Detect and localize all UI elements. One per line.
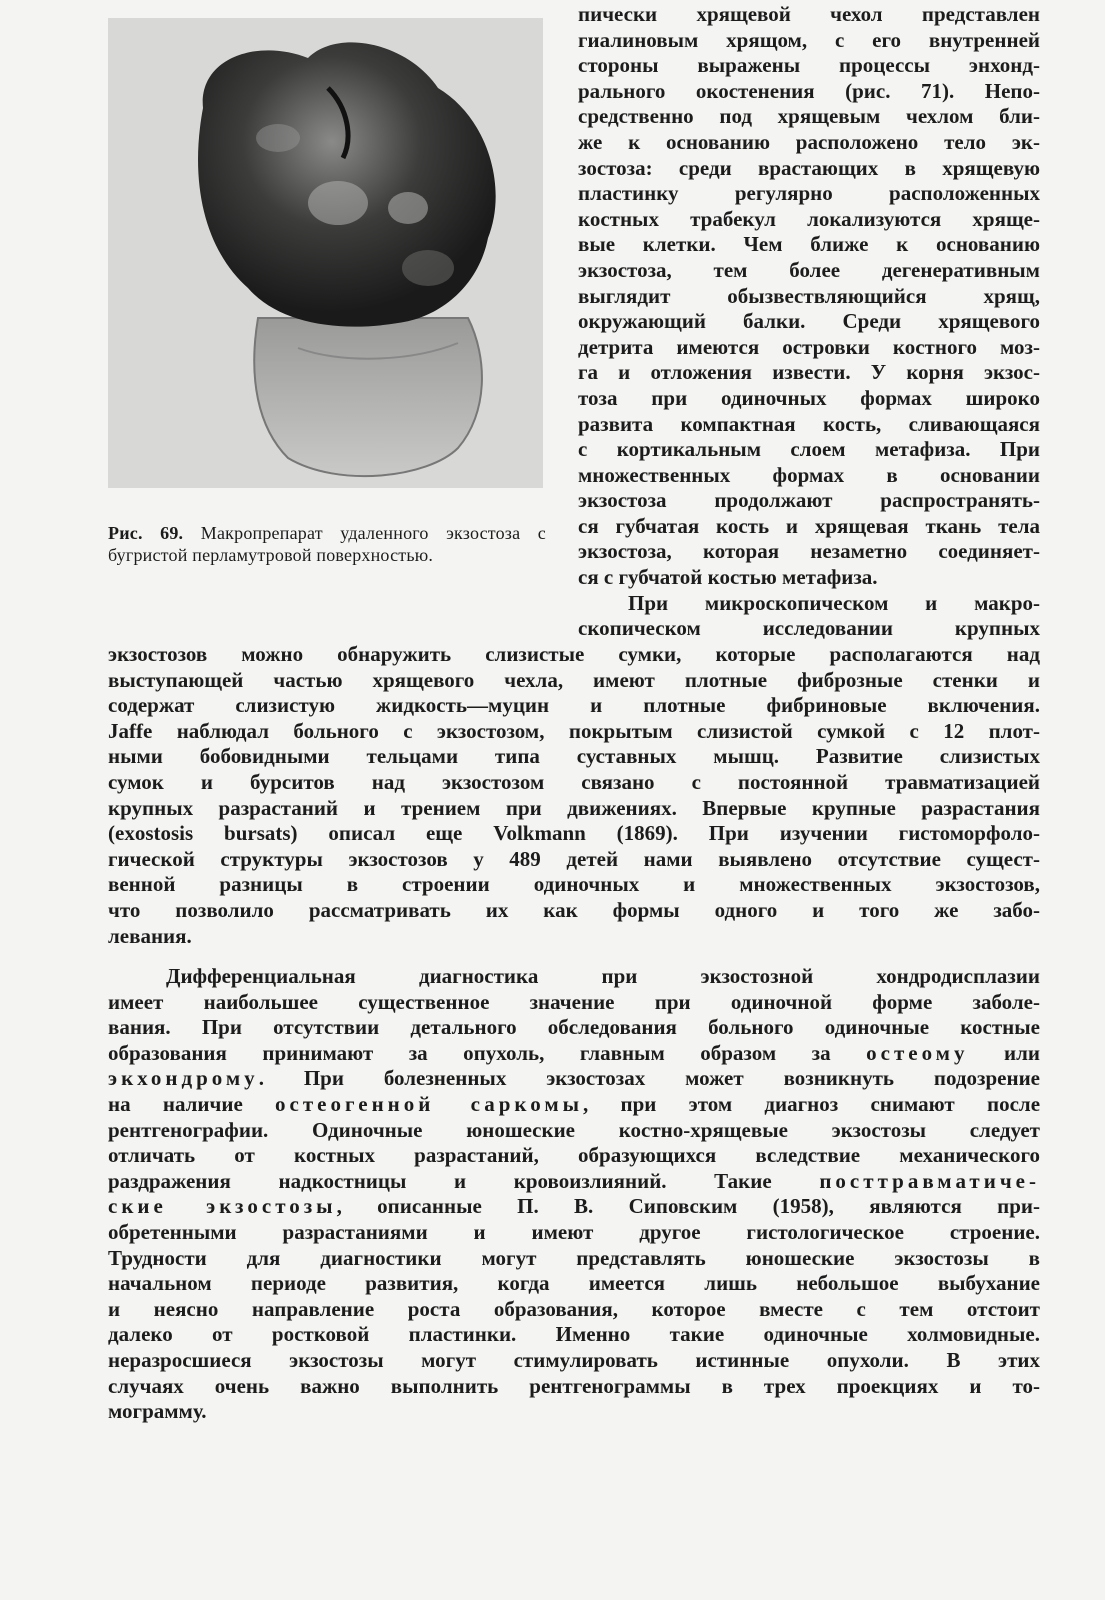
text-line: пически хрящевой чехол представлен <box>578 2 1040 26</box>
text-span: , при этом диагноз снимают после <box>583 1091 1041 1116</box>
text-line <box>108 1194 1040 1220</box>
text-line: случаях очень важно выполнить рентгенограммы в трех проекциях и то- <box>108 1373 1040 1398</box>
text-line: га и отложения извести. У корня экзос- <box>578 360 1040 385</box>
text-line: скопическом исследовании крупных <box>578 616 1040 641</box>
text-line <box>108 1092 1040 1118</box>
text-span: . При болезненных экзостозах может возникнуть подозрение <box>258 1066 1040 1091</box>
text-line: что позволило рассматривать их как формы одного и того же забо- <box>108 897 1040 922</box>
text-line: неразросшиеся экзостозы могут стимулировать истинные опухоли. В этих <box>108 1347 1040 1372</box>
text-line: с кортикальным слоем метафиза. При <box>578 437 1040 462</box>
spaced-term: остеому <box>866 1040 969 1065</box>
text-line: обретенными разрастаниями и имеют другое гистологическое строение. <box>108 1219 1040 1244</box>
figure-caption <box>108 522 546 566</box>
text-line: (exostosis bursats) описал еще Volkmann (1869). При изучении гистоморфоло- <box>108 821 1040 846</box>
text-line: костных трабекул локализуются хряще- <box>578 206 1040 231</box>
text-line: отличать от костных разрастаний, образующихся вследствие механического <box>108 1143 1040 1168</box>
text-line: рального окостенения (рис. 71). Непо- <box>578 78 1040 103</box>
text-line: содержат слизистую жидкость—муцин и плотные фибриновые включения. <box>108 693 1040 718</box>
text-line: выглядит обызвествляющийся хрящ, <box>578 283 1040 308</box>
text-line: гиалиновым хрящом, с его внутренней <box>578 27 1040 52</box>
specimen-photograph <box>108 18 543 488</box>
text-line: ся губчатая кость и хрящевая ткань тела <box>578 513 1040 538</box>
text-line <box>108 964 1040 990</box>
text-line: экзостозов можно обнаружить слизистые сумки, которые располагаются над <box>108 642 1040 666</box>
text-line <box>108 1041 1040 1067</box>
text-line: левания. <box>108 923 192 948</box>
text-line: выступающей частью хрящевого чехла, имеют плотные фиброзные стенки и <box>108 667 1040 692</box>
section-term: Дифференциальная <box>166 964 356 988</box>
text-line: тоза при одиночных формах широко <box>578 385 1040 410</box>
text-line: Трудности для диагностики могут представлять юношеские экзостозы в <box>108 1245 1040 1270</box>
text-line: Jaffe наблюдал больного с экзостозом, покрытым слизистой сумкой с 12 плот- <box>108 718 1040 743</box>
text-span: на наличие <box>108 1091 276 1116</box>
figure-caption-text: Макропрепарат удаленного экзостоза с бугристой перламутровой поверхностью. <box>108 523 547 565</box>
text-line: вые клетки. Чем ближе к основанию <box>578 232 1040 257</box>
right-column-text <box>578 2 1040 642</box>
text-line: имеет наибольшее существенное значение при одиночной форме заболе- <box>108 989 1040 1014</box>
text-span: , описанные П. В. Сиповским (1958), являются при- <box>336 1194 1040 1219</box>
paragraph-differential-diagnosis <box>108 964 1040 1425</box>
text-line: сумок и бурситов над экзостозом связано с постоянной травматизацией <box>108 769 1040 794</box>
text-line: крупных разрастаний и трением при движениях. Впервые крупные разрастания <box>108 795 1040 820</box>
text-line: рентгенографии. Одиночные юношеские костно-хрящевые экзостозы следует <box>108 1117 1040 1142</box>
text-line: стороны выражены процессы энхонд- <box>578 53 1040 78</box>
text-line: экзостоза продолжают распространять- <box>578 488 1040 513</box>
text-line: экзостоза, которая незаметно соединяет- <box>578 539 1040 564</box>
text-line: ными бобовидными тельцами типа суставных мышц. Развитие слизистых <box>108 744 1040 769</box>
text-line: гической структуры экзостозов у 489 детей нами выявлено отсутствие сущест- <box>108 846 1040 871</box>
text-line <box>108 1066 1040 1092</box>
paragraph-bursae <box>108 642 1040 949</box>
text-line: венной разницы в строении одиночных и множественных экзостозов, <box>108 872 1040 897</box>
spaced-term: остеогенной саркомы <box>275 1091 584 1116</box>
text-span: образования принимают за опухоль, главным образом за <box>108 1040 867 1065</box>
text-line: зостоза: среди врастающих в хрящевую <box>578 155 1040 180</box>
text-span: раздражения надкостницы и кровоизлияний. Такие <box>108 1168 820 1193</box>
text-line: экзостоза, тем более дегенеративным <box>578 257 1040 282</box>
text-line: ся с губчатой костью метафиза. <box>578 565 878 590</box>
text-line: мограмму. <box>108 1399 207 1424</box>
text-line: детрита имеются островки костного моз- <box>578 334 1040 359</box>
text-line: средственно под хрящевым чехлом бли- <box>578 104 1040 129</box>
spaced-term: ские экзостозы <box>108 1194 337 1219</box>
text-line: пластинку регулярно расположенных <box>578 181 1040 206</box>
text-line: же к основанию расположено тело эк- <box>578 129 1040 154</box>
text-span: диагностика при экзостозной хондродисплазии <box>355 964 1040 988</box>
text-line: окружающий балки. Среди хрящевого <box>578 309 1040 334</box>
text-line: далеко от ростковой пластинки. Именно такие одиночные холмовидные. <box>108 1322 1040 1347</box>
text-line: При микроскопическом и макро- <box>628 590 1040 615</box>
text-line: развита компактная кость, сливающаяся <box>578 411 1040 436</box>
spaced-term: экхондрому <box>108 1066 259 1091</box>
text-line: и неясно направление роста образования, которое вместе с тем отстоит <box>108 1296 1040 1321</box>
text-line: множественных формах в основании <box>578 462 1040 487</box>
spaced-term: посттравматиче- <box>819 1168 1040 1193</box>
figure-caption-label: Рис. 69. <box>108 523 184 543</box>
text-span: или <box>968 1040 1040 1065</box>
text-line: вания. При отсутствии детального обследования больного одиночные костные <box>108 1015 1040 1040</box>
exostosis-specimen-image <box>108 18 543 488</box>
text-line: начальном периоде развития, когда имеется лишь небольшое выбухание <box>108 1271 1040 1296</box>
text-line <box>108 1169 1040 1195</box>
